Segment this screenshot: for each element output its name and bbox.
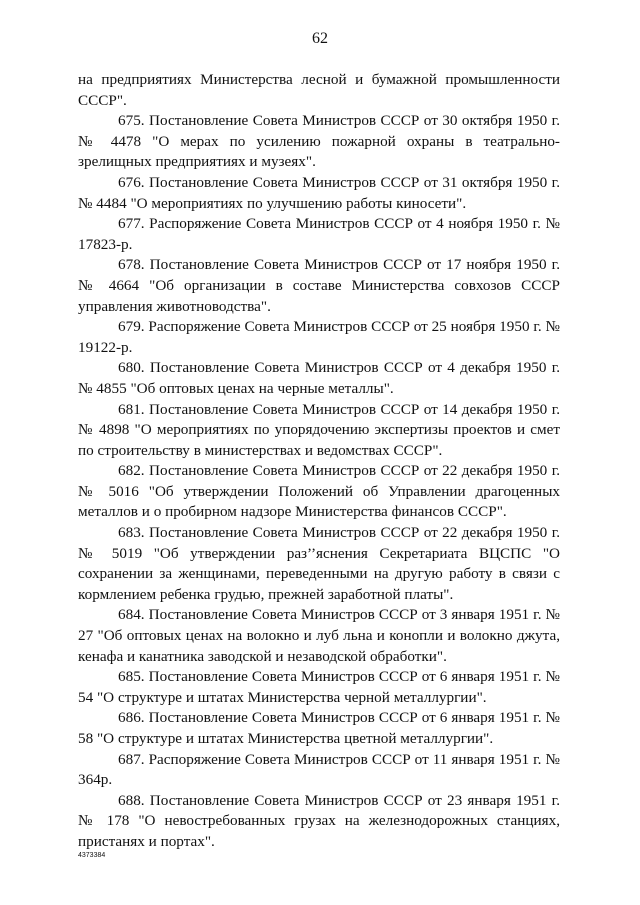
list-item-684: 684. Постановление Совета Министров СССР от 3 января 1951 г. № 27 "Об оптовых ценах на волокно и луб льна и конопли и волокно джута, кенафа и канатника заводской и незаводской обработки". xyxy=(78,606,560,665)
paragraph-continuation: на предприятиях Министерства лесной и бумажной промышленности СССР". xyxy=(78,71,560,109)
list-item-681: 681. Постановление Совета Министров СССР от 14 декабря 1950 г. № 4898 "О мероприятиях по упорядочению экспертизы проектов и смет по строительству в министерствах и ведомствах СССР". xyxy=(78,400,560,459)
footer-document-code: 4373384 xyxy=(78,852,106,859)
list-item-682: 682. Постановление Совета Министров СССР от 22 декабря 1950 г. № 5016 "Об утверждении Положений об Управлении драгоценных металлов и о пробирном надзоре Министерства финансов СССР". xyxy=(78,462,560,521)
list-item-688: 688. Постановление Совета Министров СССР от 23 января 1951 г. № 178 "О невостребованных грузах на железнодорожных станциях, пристанях и портах". xyxy=(78,791,560,850)
list-item-679: 679. Распоряжение Совета Министров СССР от 25 ноября 1950 г. № 19122-р. xyxy=(78,318,560,356)
list-item-676: 676. Постановление Совета Министров СССР от 31 октября 1950 г. № 4484 "О мероприятиях по улучшению работы киносети". xyxy=(78,173,560,212)
list-item-677: 677. Распоряжение Совета Министров СССР от 4 ноября 1950 г. № 17823-р. xyxy=(78,215,560,253)
list-item-687: 687. Распоряжение Совета Министров СССР от 11 января 1951 г. № 364р. xyxy=(78,750,560,789)
list-item-680: 680. Постановление Совета Министров СССР от 4 декабря 1950 г. № 4855 "Об оптовых ценах на черные металлы". xyxy=(78,359,560,397)
page-number: 62 xyxy=(312,30,328,47)
list-item-675: 675. Постановление Совета Министров СССР от 30 октября 1950 г. № 4478 "О мерах по усилению пожарной охраны в театрально-зрелищных предприятиях и музеях". xyxy=(78,112,560,171)
document-body xyxy=(78,70,560,853)
list-item-678: 678. Постановление Совета Министров СССР от 17 ноября 1950 г. № 4664 "Об организации в составе Министерства совхозов СССР управления животноводства". xyxy=(78,256,560,315)
list-item-683: 683. Постановление Совета Министров СССР от 22 декабря 1950 г. № 5019 "Об утверждении раз’’яснения Секретариата ВЦСПС "О сохранении за женщинами, переведенными на другую работу в связи с кормлением ребенка грудью, прежней заработной платы". xyxy=(78,524,560,603)
list-item-685: 685. Постановление Совета Министров СССР от 6 января 1951 г. № 54 "О структуре и штатах Министерства черной металлургии". xyxy=(78,668,560,706)
list-item-686: 686. Постановление Совета Министров СССР от 6 января 1951 г. № 58 "О структуре и штатах Министерства цветной металлургии". xyxy=(78,709,560,747)
